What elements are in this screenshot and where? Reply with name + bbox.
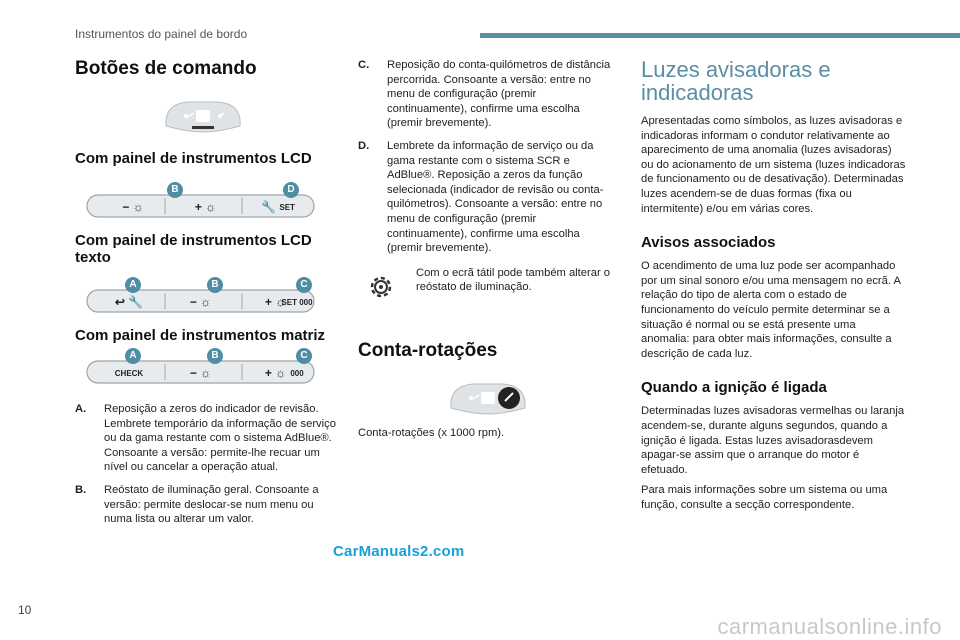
- page-number: 10: [18, 603, 32, 617]
- matrix-000-button[interactable]: [278, 363, 316, 383]
- badge-b: B: [207, 348, 223, 364]
- carmanuals-link[interactable]: CarManuals2.com: [333, 543, 465, 560]
- header-bar: [480, 33, 960, 38]
- check-label: CHECK: [114, 368, 144, 378]
- legend-item-c: [358, 58, 618, 131]
- badge-b: B: [207, 277, 223, 293]
- middle-column: [358, 58, 618, 440]
- legend-item-d: [358, 139, 618, 256]
- note-text: Com o ecrã tátil pode também alterar o reóstato de iluminação.: [416, 266, 611, 294]
- badge-c: C: [296, 277, 312, 293]
- text-plus-button[interactable]: + ☼: [264, 295, 287, 309]
- intro-text: Apresentadas como símbolos, as luzes avisadoras e indicadoras informam o condutor relativamente ao aparecimento de uma anomalia (luzes avisadoras) ou do acionamento de um sistema (luzes indicadoras de funcionamento ou de desativação). Determinadas luzes acendem-se de duas formas (fixa ou intermitente) e/ou em várias cores.: [641, 115, 906, 215]
- set-000-label: SET 000: [281, 297, 313, 307]
- legend-text: Reposição do conta-quilómetros de distância percorrida. Consoante a versão: entre no menu de configuração (premir continuamente), confirme uma escolha (premir brevemente).: [387, 59, 611, 130]
- panel-matrix: [83, 348, 318, 384]
- right-column: [641, 58, 906, 512]
- matrix-minus-button[interactable]: − ☼: [189, 366, 212, 380]
- section-title-buttons: Botões de comando: [75, 58, 257, 79]
- panel-lcd-text: [83, 277, 318, 313]
- touchscreen-note: [358, 266, 618, 302]
- lcd-set-button[interactable]: 🔧 SET: [261, 200, 295, 214]
- legend-letter: A.: [75, 403, 87, 415]
- subtitle-associated: Avisos associados: [641, 234, 776, 252]
- section-title-rev: Conta-rotações: [358, 339, 498, 361]
- matrix-plus-button[interactable]: + ☼: [264, 366, 287, 380]
- legend-letter: C.: [358, 59, 370, 71]
- subtitle-lcd-text: Com painel de instrumentos LCD texto: [75, 232, 312, 266]
- panel-lcd: [83, 182, 318, 218]
- text-back-button[interactable]: ↩ 🔧: [114, 295, 144, 309]
- lcd-plus-button[interactable]: + ☼: [194, 200, 217, 214]
- rev-counter-icon: [443, 378, 533, 418]
- section-title-warnings: Luzes avisadoras e indicadoras: [641, 57, 831, 105]
- set-label: SET: [279, 202, 295, 212]
- badge-b: B: [167, 182, 183, 198]
- badge-d: D: [283, 182, 299, 198]
- text-set-button[interactable]: [278, 292, 316, 312]
- subtitle-ignition: Quando a ignição é ligada: [641, 379, 827, 397]
- badge-c: C: [296, 348, 312, 364]
- legend-item-b: [75, 483, 340, 527]
- legend-text: Lembrete da informação de serviço ou da gama restante com o sistema SCR e AdBlue®. Reposição a zeros da função selecionada (indicador de revisão ou conta-quilómetros). Consoante a versão: entre no menu de configuração (premir continuamente), confirme uma escolha (premir brevemente).: [387, 139, 604, 255]
- legend-item-a: [75, 402, 340, 475]
- legend-text: Reóstato de iluminação geral. Consoante a versão: permite deslocar-se num menu ou numa lista ou alterar um valor.: [104, 483, 319, 526]
- badge-a: A: [125, 277, 141, 293]
- left-column: [75, 58, 340, 527]
- watermark: carmanualsonline.info: [717, 614, 942, 639]
- legend-text: Reposição a zeros do indicador de revisão. Lembrete temporário da informação de serviço ou da gama restante com o sistema AdBlue®. Consoante a versão: permite-lhe recuar um nível ou cancelar a operação atual.: [104, 403, 336, 474]
- ignition-text: Determinadas luzes avisadoras vermelhas ou laranja acendem-se, durante alguns segundos, quando a ignição é ligada. Estas luzes avisadorasdevem apagar-se assim que o arranque do motor é efetuado.: [641, 405, 905, 476]
- rev-text: Conta-rotações (x 1000 rpm).: [358, 426, 505, 439]
- more-info-text: Para mais informações sobre um sistema ou uma função, consulte a secção correspondente.: [641, 484, 888, 511]
- lcd-minus-button[interactable]: − ☼: [122, 200, 144, 214]
- zero-label: 000: [290, 368, 304, 378]
- subtitle-matrix: Com painel de instrumentos matriz: [75, 327, 326, 344]
- associated-text: O acendimento de uma luz pode ser acompanhado por um sinal sonoro e/ou uma mensagem no ecrã. A relação do tipo de alerta com o estado de funcionamento do veículo permite determinar se a situação é normal ou se está presente uma anomalia: para obter mais informações, consulte a descrição de cada luz.: [641, 260, 901, 360]
- matrix-check-button[interactable]: [101, 363, 157, 383]
- legend-letter: D.: [358, 139, 370, 152]
- header-title: Instrumentos do painel de bordo: [75, 27, 248, 41]
- badge-a: A: [125, 348, 141, 364]
- text-minus-button[interactable]: − ☼: [189, 295, 212, 309]
- legend-letter: B.: [75, 483, 87, 496]
- cluster-icon: [158, 96, 248, 136]
- gear-icon: [366, 272, 396, 302]
- subtitle-lcd: Com painel de instrumentos LCD: [75, 150, 312, 167]
